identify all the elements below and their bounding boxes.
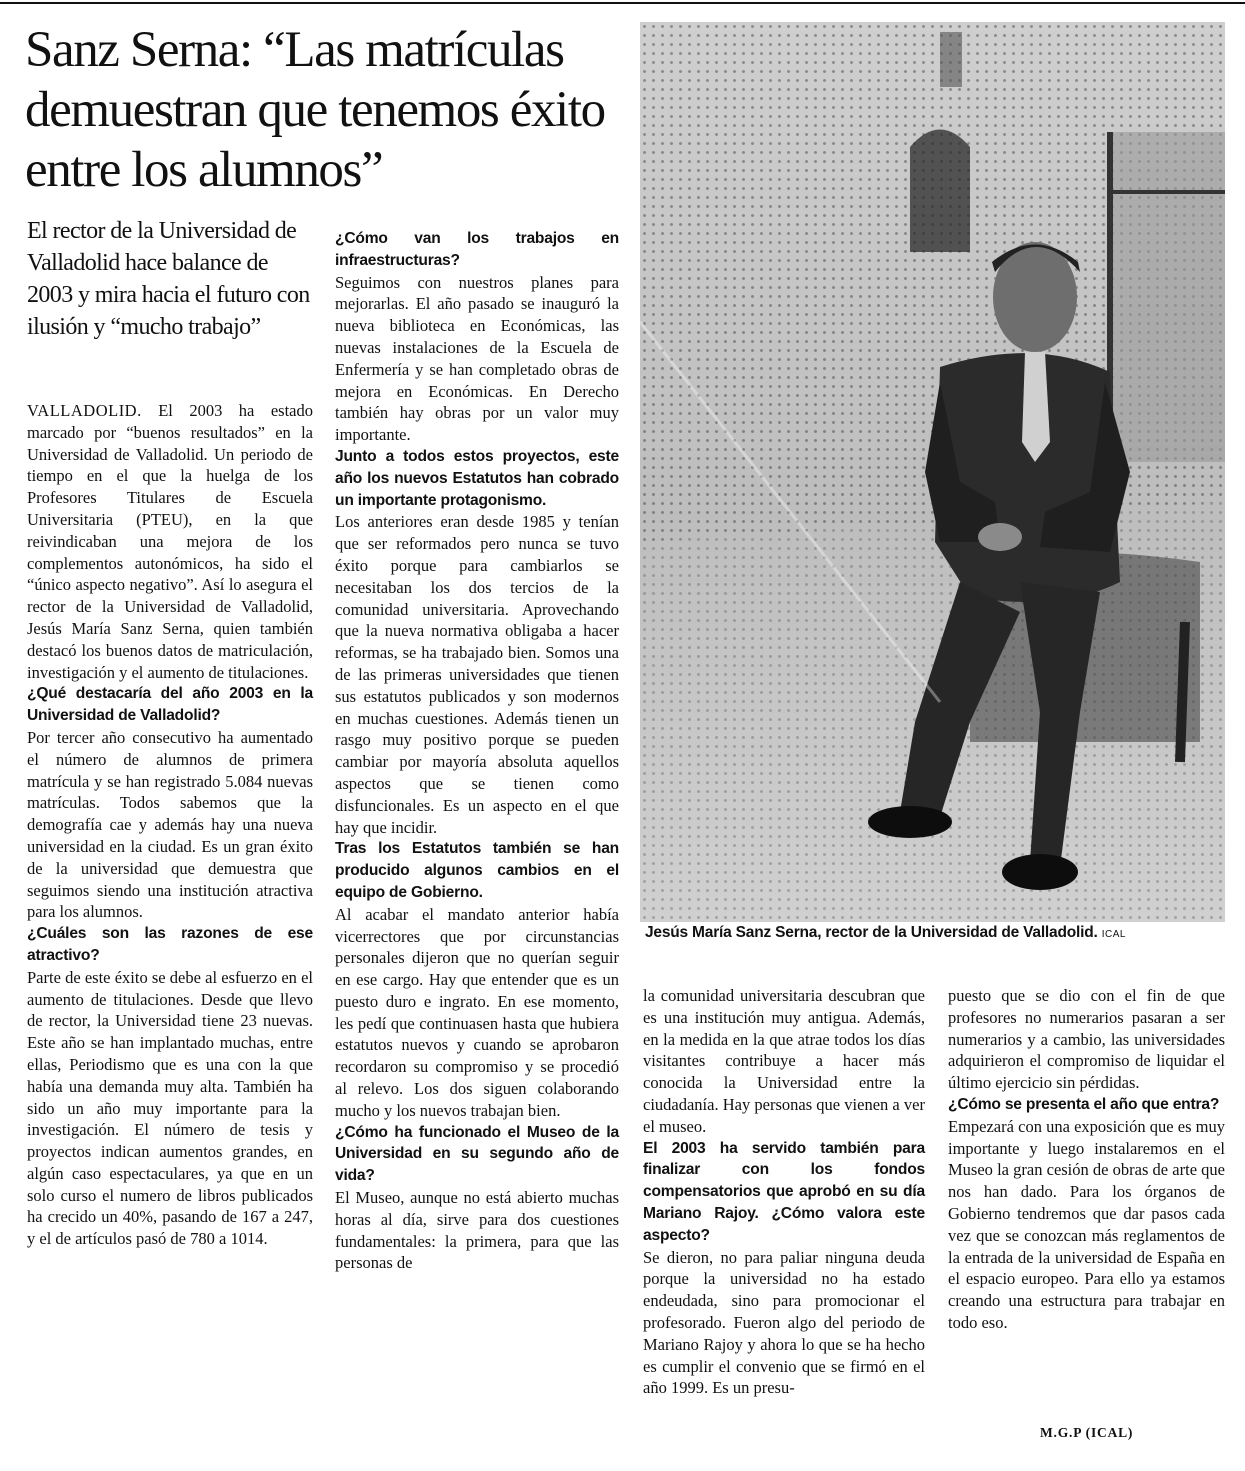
- photo-illustration: [640, 22, 1225, 922]
- caption-text: Jesús María Sanz Serna, rector de la Universidad de Valladolid.: [645, 924, 1098, 941]
- top-rule: [0, 2, 1245, 4]
- question-3: ¿Cómo van los trabajos en infraestructuras?: [335, 230, 619, 269]
- dateline: VALLADOLID.: [27, 401, 142, 420]
- question-2: ¿Cuáles son las razones de ese atractivo?: [27, 925, 313, 964]
- answer-1: Por tercer año consecutivo ha aumentado el número de alumnos de primera matrícula y se han registrado 5.084 nuevas matrículas. Todos sabemos que la demografía cae y además hay una nueva universidad en la ciudad. Es un gran éxito de la universidad que demuestra que seguimos siendo una institución atractiva para los alumnos.: [27, 727, 313, 922]
- lead-text: El 2003 ha estado marcado por “buenos resultados” en la Universidad de Valladolid. Un periodo de tiempo en el que la huelga de los Profesores Titulares de Escuela Universitaria (PTEU), en la que reivindicaban una mejora de los complementos autonómicos, ha sido el “único aspecto negativo”. Así lo asegura el rector de la Universidad de Valladolid, Jesús María Sanz Serna, quien también destacó los buenos datos de matriculación, investigación y el aumento de titulaciones.: [27, 401, 313, 682]
- rector-photo: [640, 22, 1225, 922]
- answer-2: Parte de este éxito se debe al esfuerzo en el aumento de titulaciones. Desde que llevo de rector, la Universidad tiene 23 nuevas. Este año se han implantado muchas, entre ellas, Periodismo que es una con la que había una demanda muy alta. También ha sido un año muy importante para la investigación. El número de tesis y proyectos indican aumentos grandes, en algún caso espectaculares, ya que en un solo curso el numero de libros publicados ha crecido un 40%, pasando de 167 a 247, y el de artículos pasó de 780 a 1014.: [27, 967, 313, 1249]
- question-6: ¿Cómo ha funcionado el Museo de la Universidad en su segundo año de vida?: [335, 1123, 619, 1185]
- answer-5: Al acabar el mandato anterior había vicerrectores que por circunstancias personales dijeron que no querían seguir en ese cargo. Hay que entender que es un puesto duro e ingrato. En ese momento, les pedí que continuasen hasta que hubiera estatutos nuevos y cuando se aprobaron recordaron su compromiso y se procedió al relevo. Los dos siguen colaborando mucho y los nuevos trabajan bien.: [335, 904, 619, 1120]
- answer-8: Empezará con una exposición que es muy importante y luego instalaremos en el Museo la gran cesión de obras de arte que nos han dado. Para los órganos de Gobierno tendremos que dar pasos cada vez que se conozcan más reglamentos de la entrada de la universidad de España en el espacio europeo. Para ello ya estamos creando una estructura para trabajar en todo eso.: [948, 1116, 1225, 1332]
- answer-7-part-2: puesto que se dio con el fin de que profesores no numerarios pasaran a ser numerarios y a cambio, las universidades adquirieron el compromiso de liquidar el último ejercicio sin pérdidas.: [948, 986, 1225, 1093]
- question-7: El 2003 ha servido también para finalizar con los fondos compensatorios que aprobó en su día Mariano Rajoy. ¿Cómo valora este aspecto?: [643, 1139, 925, 1244]
- answer-6-part-1: El Museo, aunque no está abierto muchas horas al día, sirve para dos cuestiones fundamentales: la primera, para que las personas de: [335, 1188, 619, 1273]
- question-5: Tras los Estatutos también se han producido algunos cambios en el equipo de Gobierno.: [335, 840, 619, 901]
- question-1: ¿Qué destacaría del año 2003 en la Universidad de Valladolid?: [27, 685, 313, 725]
- headline: Sanz Serna: “Las matrículas demuestran que tenemos éxito entre los alumnos”: [25, 22, 605, 198]
- answer-6-part-2: la comunidad universitaria descubran que es una institución muy antigua. Además, en la medida en la que atrae todos los días visitantes contribuye a hacer más conocida la Universidad entre la ciudadanía. Hay personas que vienen a ver el museo.: [643, 986, 925, 1136]
- photo-caption: [645, 922, 1235, 946]
- question-4: Junto a todos estos proyectos, este año los nuevos Estatutos han cobrado un importante protagonismo.: [335, 447, 619, 509]
- answer-4: Los anteriores eran desde 1985 y tenían que ser reformados pero nunca se tuvo éxito porque para cambiarlos se necesitaban los dos tercios de la comunidad universitaria. Aprovechando que la nueva normativa obligaba a hacer reformas, se ha trabajado bien. Somos una de las primeras universidades que tienen sus estatutos publicados y son modernos en muchas cuestiones. Además tienen un rasgo muy positivo porque se pueden cambiar por mayoría absoluta aquellos aspectos que se tienen como disfuncionales. Es un aspecto en el que hay que incidir.: [335, 512, 619, 837]
- column-4: [948, 985, 1225, 1334]
- subheadline: El rector de la Universidad de Valladolid hace balance de 2003 y mira hacia el futuro con ilusión y “mucho trabajo”: [27, 218, 310, 340]
- answer-3: Seguimos con nuestros planes para mejorarlas. El año pasado se inauguró la nueva biblioteca en Económicas, las nuevas instalaciones de la Escuela de Enfermería y se han completado obras de mejora en Económicas. En Derecho también hay obras por un valor muy importante.: [335, 272, 619, 445]
- column-2: [335, 228, 619, 1274]
- lead-paragraph: [27, 400, 313, 683]
- photo-credit: ICAL: [1101, 929, 1126, 940]
- author-signature: M.G.P (ICAL): [1040, 1425, 1134, 1440]
- answer-7-part-1: Se dieron, no para paliar ninguna deuda porque la universidad no ha estado endeudada, sino para promocionar el profesorado. Fueron algo del periodo de Mariano Rajoy y ahora lo que se ha hecho es cumplir el convenio que se firmó en el año 1999. Es un presu-: [643, 1247, 925, 1398]
- column-1: [27, 400, 313, 1250]
- question-8: ¿Cómo se presenta el año que entra?: [948, 1095, 1220, 1113]
- column-3: [643, 985, 925, 1399]
